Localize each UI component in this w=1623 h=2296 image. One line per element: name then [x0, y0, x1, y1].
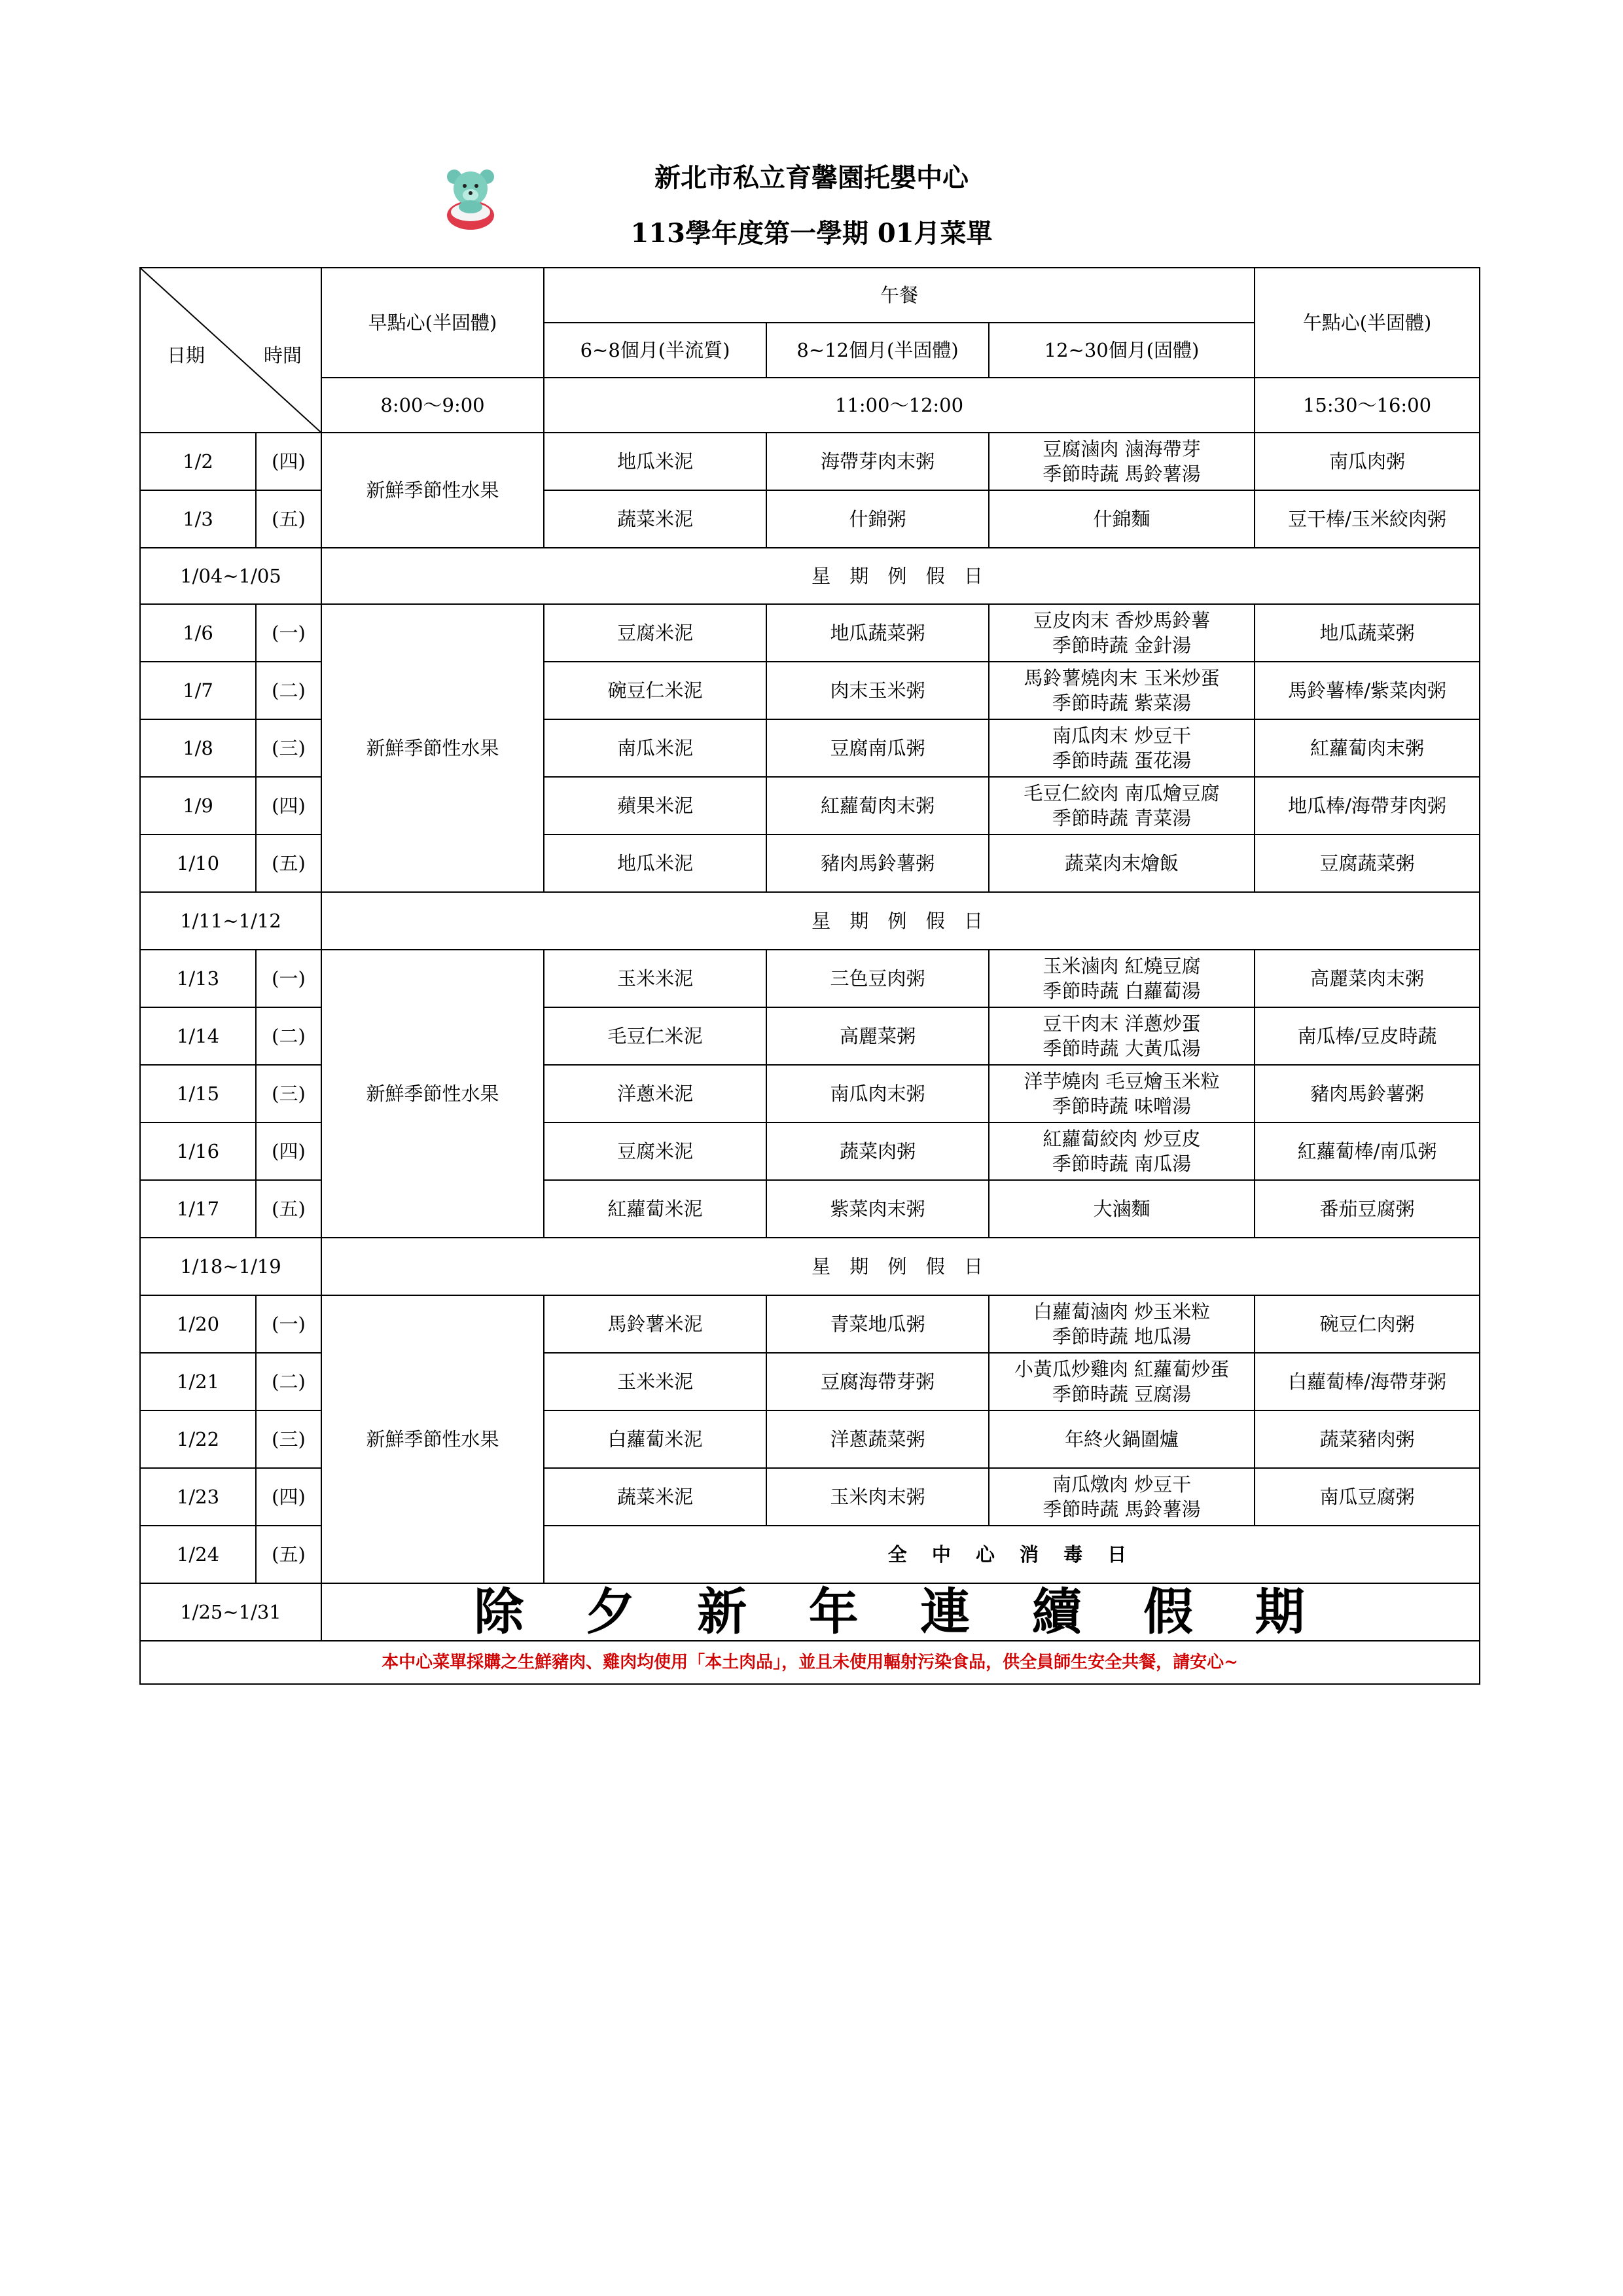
snack: 紅蘿蔔肉末粥	[1255, 719, 1480, 777]
lunch-8-12: 肉末玉米粥	[766, 662, 989, 719]
lunch-12-30-line1: 豆干肉末 洋蔥炒蛋	[1043, 1013, 1201, 1035]
lunch-12-30-line1: 紅蘿蔔絞肉 炒豆皮	[1043, 1128, 1201, 1150]
row-day: (五)	[256, 1526, 321, 1583]
lunch-12-30	[989, 433, 1255, 490]
row-date: 1/9	[140, 777, 256, 834]
lunch-12-30-line2: 季節時蔬 馬鈴薯湯	[1043, 1498, 1201, 1520]
lunch-12-30	[989, 1122, 1255, 1180]
lunch-8-12: 紫菜肉末粥	[766, 1180, 989, 1238]
lunch-12-30-line2: 季節時蔬 青菜湯	[1052, 807, 1192, 829]
lunch-8-12: 紅蘿蔔肉末粥	[766, 777, 989, 834]
snack: 豬肉馬鈴薯粥	[1255, 1065, 1480, 1122]
lunch-12-30: 蔬菜肉末燴飯	[989, 834, 1255, 892]
lunch-6-8-header: 6~8個月(半流質)	[544, 323, 766, 378]
snack: 紅蘿蔔棒/南瓜粥	[1255, 1122, 1480, 1180]
row-date: 1/16	[140, 1122, 256, 1180]
lunch-8-12: 三色豆肉粥	[766, 950, 989, 1007]
disinfection-day-label: 全 中 心 消 毒 日	[544, 1526, 1480, 1583]
lunch-6-8: 蔬菜米泥	[544, 1468, 766, 1526]
holiday-row	[140, 892, 1480, 950]
row-day: (三)	[256, 719, 321, 777]
row-date: 1/21	[140, 1353, 256, 1410]
table-row	[140, 433, 1480, 490]
breakfast-time: 8:00～9:00	[321, 378, 544, 433]
lunch-8-12: 南瓜肉末粥	[766, 1065, 989, 1122]
row-day: (四)	[256, 1468, 321, 1526]
lunch-12-30-line1: 玉米滷肉 紅燒豆腐	[1043, 955, 1201, 977]
lunch-12-30: 大滷麵	[989, 1180, 1255, 1238]
lunch-6-8: 蔬菜米泥	[544, 490, 766, 548]
snack: 南瓜豆腐粥	[1255, 1468, 1480, 1526]
lunch-8-12: 豬肉馬鈴薯粥	[766, 834, 989, 892]
lunch-12-30	[989, 1353, 1255, 1410]
table-row	[140, 1295, 1480, 1353]
lunch-12-30	[989, 1065, 1255, 1122]
lunch-12-30-line2: 季節時蔬 蛋花湯	[1052, 749, 1192, 772]
lunch-12-30-line1: 豆腐滷肉 滷海帶芽	[1043, 438, 1201, 460]
lunch-12-30-line1: 南瓜燉肉 炒豆干	[1052, 1473, 1192, 1496]
new-year-holiday-label: 除 夕 新 年 連 續 假 期	[321, 1583, 1480, 1641]
row-day: (一)	[256, 1295, 321, 1353]
row-day: (五)	[256, 1180, 321, 1238]
row-day: (四)	[256, 777, 321, 834]
lunch-12-30-line1: 南瓜肉末 炒豆干	[1052, 725, 1192, 747]
lunch-12-30-line2: 季節時蔬 南瓜湯	[1052, 1153, 1192, 1175]
lunch-12-30-header: 12~30個月(固體)	[989, 323, 1255, 378]
lunch-12-30-line1: 小黃瓜炒雞肉 紅蘿蔔炒蛋	[1014, 1358, 1230, 1380]
row-day: (四)	[256, 433, 321, 490]
row-day: (一)	[256, 604, 321, 662]
lunch-8-12: 高麗菜粥	[766, 1007, 989, 1065]
snack: 番茄豆腐粥	[1255, 1180, 1480, 1238]
holiday-label: 星 期 例 假 日	[321, 548, 1480, 604]
lunch-12-30-line1: 白蘿蔔滷肉 炒玉米粒	[1033, 1300, 1211, 1323]
breakfast-header: 早點心(半固體)	[321, 268, 544, 378]
notice-row	[140, 1641, 1480, 1684]
snack: 地瓜蔬菜粥	[1255, 604, 1480, 662]
lunch-8-12: 青菜地瓜粥	[766, 1295, 989, 1353]
lunch-12-30-line2: 季節時蔬 馬鈴薯湯	[1043, 463, 1201, 485]
date-time-corner-cell	[140, 268, 321, 433]
lunch-8-12: 玉米肉末粥	[766, 1468, 989, 1526]
row-day: (五)	[256, 834, 321, 892]
lunch-6-8: 南瓜米泥	[544, 719, 766, 777]
snack: 高麗菜肉末粥	[1255, 950, 1480, 1007]
row-day: (五)	[256, 490, 321, 548]
holiday-row	[140, 548, 1480, 604]
lunch-12-30: 什錦麵	[989, 490, 1255, 548]
breakfast-fruit: 新鮮季節性水果	[321, 1295, 544, 1583]
row-date: 1/8	[140, 719, 256, 777]
lunch-12-30-line2: 季節時蔬 豆腐湯	[1052, 1383, 1192, 1405]
lunch-12-30	[989, 950, 1255, 1007]
holiday-row	[140, 1238, 1480, 1295]
row-date: 1/22	[140, 1410, 256, 1468]
snack: 地瓜棒/海帶芽肉粥	[1255, 777, 1480, 834]
lunch-8-12: 地瓜蔬菜粥	[766, 604, 989, 662]
lunch-8-12: 豆腐南瓜粥	[766, 719, 989, 777]
snack: 豆腐蔬菜粥	[1255, 834, 1480, 892]
row-day: (二)	[256, 1007, 321, 1065]
row-day: (二)	[256, 1353, 321, 1410]
lunch-6-8: 豆腐米泥	[544, 604, 766, 662]
center-title: 新北市私立育馨園托嬰中心	[654, 162, 969, 193]
lunch-12-30-line2: 季節時蔬 紫菜湯	[1052, 692, 1192, 714]
lunch-8-12: 蔬菜肉粥	[766, 1122, 989, 1180]
lunch-8-12: 洋蔥蔬菜粥	[766, 1410, 989, 1468]
row-date: 1/24	[140, 1526, 256, 1583]
row-date: 1/11~1/12	[140, 892, 321, 950]
menu-table	[139, 267, 1480, 1685]
snack: 白蘿蔔棒/海帶芽粥	[1255, 1353, 1480, 1410]
row-date: 1/13	[140, 950, 256, 1007]
row-date: 1/15	[140, 1065, 256, 1122]
lunch-8-12: 什錦粥	[766, 490, 989, 548]
lunch-6-8: 玉米米泥	[544, 1353, 766, 1410]
breakfast-fruit: 新鮮季節性水果	[321, 950, 544, 1238]
lunch-12-30-line1: 洋芋燒肉 毛豆燴玉米粒	[1024, 1070, 1220, 1092]
lunch-header: 午餐	[544, 268, 1255, 323]
lunch-12-30-line1: 豆皮肉末 香炒馬鈴薯	[1033, 609, 1211, 632]
lunch-12-30-line2: 季節時蔬 白蘿蔔湯	[1043, 980, 1201, 1002]
lunch-12-30-line1: 毛豆仁絞肉 南瓜燴豆腐	[1024, 782, 1220, 804]
snack: 南瓜棒/豆皮時蔬	[1255, 1007, 1480, 1065]
snack: 碗豆仁肉粥	[1255, 1295, 1480, 1353]
lunch-8-12: 海帶芽肉末粥	[766, 433, 989, 490]
holiday-row	[140, 1583, 1480, 1641]
snack-time: 15:30～16:00	[1255, 378, 1480, 433]
lunch-12-30-line2: 季節時蔬 金針湯	[1052, 634, 1192, 656]
lunch-6-8: 洋蔥米泥	[544, 1065, 766, 1122]
lunch-8-12: 豆腐海帶芽粥	[766, 1353, 989, 1410]
lunch-12-30: 年終火鍋圍爐	[989, 1410, 1255, 1468]
snack: 南瓜肉粥	[1255, 433, 1480, 490]
row-date: 1/23	[140, 1468, 256, 1526]
row-day: (四)	[256, 1122, 321, 1180]
lunch-12-30	[989, 662, 1255, 719]
snack-header: 午點心(半固體)	[1255, 268, 1480, 378]
table-row	[140, 604, 1480, 662]
lunch-12-30-line1: 馬鈴薯燒肉末 玉米炒蛋	[1024, 667, 1220, 689]
row-date: 1/25~1/31	[140, 1583, 321, 1641]
lunch-12-30-line2: 季節時蔬 地瓜湯	[1052, 1325, 1192, 1348]
snack: 蔬菜豬肉粥	[1255, 1410, 1480, 1468]
lunch-12-30	[989, 604, 1255, 662]
lunch-6-8: 地瓜米泥	[544, 834, 766, 892]
row-day: (二)	[256, 662, 321, 719]
lunch-6-8: 毛豆仁米泥	[544, 1007, 766, 1065]
lunch-6-8: 地瓜米泥	[544, 433, 766, 490]
table-row	[140, 950, 1480, 1007]
row-date: 1/17	[140, 1180, 256, 1238]
lunch-6-8: 白蘿蔔米泥	[544, 1410, 766, 1468]
snack: 豆干棒/玉米絞肉粥	[1255, 490, 1480, 548]
row-day: (一)	[256, 950, 321, 1007]
lunch-12-30	[989, 719, 1255, 777]
lunch-12-30	[989, 1468, 1255, 1526]
food-safety-notice: 本中心菜單採購之生鮮豬肉、雞肉均使用「本土肉品」，並且未使用輻射污染食品，供全員師生安全共餐，請安心~	[140, 1641, 1480, 1684]
row-day: (三)	[256, 1065, 321, 1122]
row-date: 1/6	[140, 604, 256, 662]
lunch-6-8: 馬鈴薯米泥	[544, 1295, 766, 1353]
lunch-6-8: 蘋果米泥	[544, 777, 766, 834]
lunch-12-30-line2: 季節時蔬 大黃瓜湯	[1043, 1037, 1201, 1060]
row-date: 1/3	[140, 490, 256, 548]
time-header: 時間	[264, 344, 302, 367]
row-date: 1/04~1/05	[140, 548, 321, 604]
row-date: 1/7	[140, 662, 256, 719]
row-day: (三)	[256, 1410, 321, 1468]
row-date: 1/18~1/19	[140, 1238, 321, 1295]
row-date: 1/2	[140, 433, 256, 490]
lunch-8-12-header: 8~12個月(半固體)	[766, 323, 989, 378]
date-header: 日期	[167, 344, 205, 367]
lunch-12-30	[989, 777, 1255, 834]
breakfast-fruit: 新鮮季節性水果	[321, 604, 544, 892]
lunch-time: 11:00～12:00	[544, 378, 1255, 433]
lunch-12-30	[989, 1007, 1255, 1065]
row-date: 1/14	[140, 1007, 256, 1065]
holiday-label: 星 期 例 假 日	[321, 1238, 1480, 1295]
lunch-6-8: 玉米米泥	[544, 950, 766, 1007]
breakfast-fruit: 新鮮季節性水果	[321, 433, 544, 548]
holiday-label: 星 期 例 假 日	[321, 892, 1480, 950]
row-date: 1/10	[140, 834, 256, 892]
lunch-12-30-line2: 季節時蔬 味噌湯	[1052, 1095, 1192, 1117]
lunch-6-8: 豆腐米泥	[544, 1122, 766, 1180]
lunch-6-8: 紅蘿蔔米泥	[544, 1180, 766, 1238]
lunch-6-8: 碗豆仁米泥	[544, 662, 766, 719]
row-date: 1/20	[140, 1295, 256, 1353]
snack: 馬鈴薯棒/紫菜肉粥	[1255, 662, 1480, 719]
menu-subtitle: 113學年度第一學期 01月菜單	[630, 218, 993, 249]
lunch-12-30	[989, 1295, 1255, 1353]
